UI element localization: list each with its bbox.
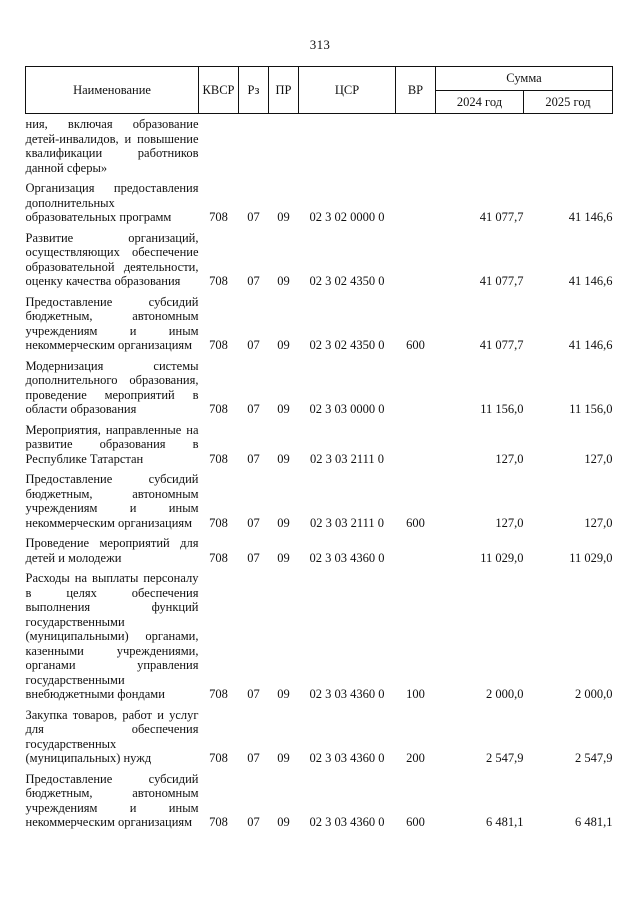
row-kvsr: 708 — [209, 687, 228, 701]
header-sum: Сумма — [436, 67, 613, 91]
row-rz: 07 — [247, 338, 260, 352]
row-kvsr: 708 — [209, 550, 228, 565]
row-sum-2024: 127,0 — [495, 451, 524, 466]
row-sum-2025: 41 146,6 — [568, 210, 613, 224]
row-csr — [299, 114, 396, 176]
row-kvsr: 708 — [209, 751, 228, 765]
header-csr: ЦСР — [299, 67, 396, 114]
header-year-2024: 2024 год — [436, 91, 524, 114]
budget-table — [25, 66, 613, 830]
row-pr: 09 — [277, 210, 290, 224]
row-vr: 600 — [406, 515, 425, 530]
row-sum-2025: 6 481,1 — [575, 815, 613, 829]
row-rz — [239, 114, 269, 176]
row-pr: 09 — [277, 338, 290, 352]
table-row — [26, 565, 613, 702]
row-pr — [269, 114, 299, 176]
row-sum-2024: 6 481,1 — [486, 815, 524, 829]
row-kvsr: 708 — [209, 274, 228, 288]
row-sum-2025: 2 547,9 — [575, 751, 613, 765]
row-pr: 09 — [277, 515, 290, 530]
table-row — [26, 175, 613, 225]
table-row — [26, 702, 613, 766]
row-kvsr: 708 — [209, 402, 228, 416]
row-csr: 02 3 02 4350 0 — [309, 274, 385, 288]
row-csr: 02 3 03 4360 0 — [309, 751, 385, 765]
row-csr: 02 3 03 2111 0 — [309, 515, 385, 530]
page-number: 313 — [309, 37, 331, 52]
table-row — [26, 353, 613, 417]
row-sum-2025: 127,0 — [584, 451, 613, 466]
row-sum-2025: 11 029,0 — [569, 550, 613, 565]
row-sum-2024: 2 547,9 — [486, 751, 524, 765]
row-pr: 09 — [277, 815, 290, 829]
row-name: Расходы на выплаты персоналу в целях обеспечения выполнения функций государственными (муниципальными) органами, казенными учреждениями, органами управления государственными внебюджетными фондами — [25, 571, 199, 701]
header-rz: Рз — [239, 67, 269, 114]
row-rz: 07 — [247, 402, 260, 416]
row-sum-2024: 41 077,7 — [479, 274, 524, 288]
row-kvsr: 708 — [209, 451, 228, 466]
row-sum-2024: 11 156,0 — [480, 402, 524, 416]
table-row — [26, 225, 613, 289]
row-rz: 07 — [247, 550, 260, 565]
row-vr: 600 — [406, 815, 425, 829]
row-name: Мероприятия, направленные на развитие образования в Республике Татарстан — [25, 422, 199, 466]
row-pr: 09 — [277, 451, 290, 466]
row-rz: 07 — [247, 210, 260, 224]
row-csr: 02 3 03 2111 0 — [309, 451, 385, 466]
row-vr — [396, 353, 436, 417]
row-vr — [396, 114, 436, 176]
row-kvsr: 708 — [209, 815, 228, 829]
row-rz: 07 — [247, 451, 260, 466]
row-sum-2025: 41 146,6 — [568, 274, 613, 288]
row-name: Организация предоставления дополнительных образовательных программ — [25, 181, 199, 224]
row-csr: 02 3 02 0000 0 — [309, 210, 385, 224]
table-body — [26, 114, 613, 830]
table-row — [26, 417, 613, 467]
row-vr — [396, 530, 436, 565]
row-csr: 02 3 03 4360 0 — [309, 815, 385, 829]
row-sum-2025: 41 146,6 — [568, 338, 613, 352]
row-vr — [396, 417, 436, 467]
row-csr: 02 3 02 4350 0 — [309, 338, 385, 352]
table-row — [26, 114, 613, 176]
row-name: ния, включая образование детей-инвалидов, и повышение квалификации работников данной сферы» — [25, 117, 199, 175]
row-sum-2025: 11 156,0 — [569, 402, 613, 416]
row-sum-2024: 11 029,0 — [480, 550, 524, 565]
row-vr — [396, 175, 436, 225]
row-name: Модернизация системы дополнительного образования, проведение мероприятий в области образования — [25, 358, 199, 416]
row-sum-2025: 127,0 — [584, 515, 613, 530]
row-name: Предоставление субсидий бюджетным, автономным учреждениям и иным некоммерческим организациям — [25, 294, 199, 352]
header-name: Наименование — [26, 67, 199, 114]
table-row — [26, 530, 613, 565]
row-kvsr: 708 — [209, 338, 228, 352]
row-rz: 07 — [247, 274, 260, 288]
header-year-2025: 2025 год — [524, 91, 613, 114]
header-vr: ВР — [396, 67, 436, 114]
row-pr: 09 — [277, 402, 290, 416]
row-name: Предоставление субсидий бюджетным, автономным учреждениям и иным некоммерческим организациям — [25, 771, 199, 829]
row-vr: 100 — [406, 687, 425, 701]
row-rz: 07 — [247, 515, 260, 530]
row-sum-2024: 2 000,0 — [486, 687, 524, 701]
table-row — [26, 766, 613, 830]
row-name: Проведение мероприятий для детей и молодежи — [25, 536, 199, 565]
row-rz: 07 — [247, 815, 260, 829]
row-sum-2024: 41 077,7 — [479, 210, 524, 224]
table-row — [26, 289, 613, 353]
row-pr: 09 — [277, 274, 290, 288]
row-sum-2024: 127,0 — [495, 515, 524, 530]
row-sum-2024: 41 077,7 — [479, 338, 524, 352]
row-rz: 07 — [247, 687, 260, 701]
row-sum-2024 — [436, 114, 524, 176]
row-pr: 09 — [277, 687, 290, 701]
row-pr: 09 — [277, 550, 290, 565]
row-vr: 600 — [406, 338, 425, 352]
table-row — [26, 466, 613, 530]
row-vr — [396, 225, 436, 289]
row-kvsr: 708 — [209, 515, 228, 530]
row-name: Закупка товаров, работ и услуг для обеспечения государственных (муниципальных) нужд — [25, 707, 199, 765]
row-sum-2025 — [524, 114, 613, 176]
row-pr: 09 — [277, 751, 290, 765]
row-csr: 02 3 03 0000 0 — [309, 402, 385, 416]
row-sum-2025: 2 000,0 — [575, 687, 613, 701]
row-csr: 02 3 03 4360 0 — [309, 687, 385, 701]
row-csr: 02 3 03 4360 0 — [309, 550, 385, 565]
row-kvsr: 708 — [209, 210, 228, 224]
row-name: Развитие организаций, осуществляющих обеспечение образовательной деятельности, оценку качества образования — [25, 230, 199, 288]
header-pr: ПР — [269, 67, 299, 114]
row-rz: 07 — [247, 751, 260, 765]
header-kvsr: КВСР — [199, 67, 239, 114]
row-vr: 200 — [406, 751, 425, 765]
row-kvsr — [199, 114, 239, 176]
row-name: Предоставление субсидий бюджетным, автономным учреждениям и иным некоммерческим организациям — [25, 472, 199, 530]
